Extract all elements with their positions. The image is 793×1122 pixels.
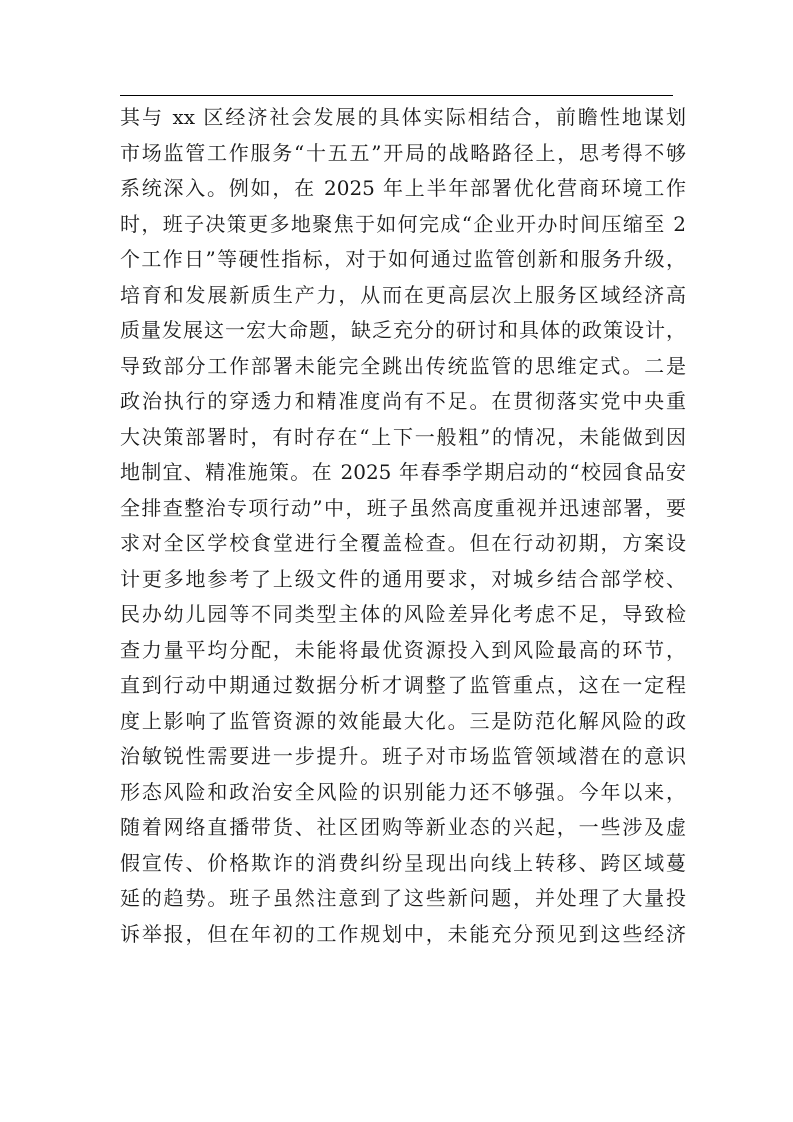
text-line-17: 直到行动中期通过数据分析才调整了监管重点，这在一定程: [120, 673, 686, 697]
text-line-7: 质量发展这一宏大命题，缺乏充分的研讨和具体的政策设计，: [120, 318, 686, 342]
text-line-9: 政治执行的穿透力和精准度尚有不足。在贯彻落实党中央重: [120, 389, 686, 413]
header-rule: [120, 95, 673, 96]
text-line-16: 查力量平均分配，未能将最优资源投入到风险最高的环节，: [120, 637, 686, 662]
text-line-20: 形态风险和政治安全风险的识别能力还不够强。今年以来，: [120, 779, 686, 804]
text-line-1: 其与 xx 区经济社会发展的具体实际相结合，前瞻性地谋划: [120, 105, 686, 129]
text-line-5: 个工作日”等硬性指标，对于如何通过监管创新和服务升级，: [120, 247, 686, 271]
text-line-19: 治敏锐性需要进一步提升。班子对市场监管领域潜在的意识: [120, 744, 686, 768]
text-line-13: 求对全区学校食堂进行全覆盖检查。但在行动初期，方案设: [120, 531, 686, 555]
text-line-21: 随着网络直播带货、社区团购等新业态的兴起，一些涉及虚: [120, 815, 686, 839]
text-line-11: 地制宜、精准施策。在 2025 年春季学期启动的“校园食品安: [120, 460, 686, 484]
text-line-14: 计更多地参考了上级文件的通用要求，对城乡结合部学校、: [120, 566, 686, 591]
text-line-18: 度上影响了监管资源的效能最大化。三是防范化解风险的政: [120, 708, 686, 733]
text-line-4: 时，班子决策更多地聚焦于如何完成“企业开办时间压缩至 2: [120, 211, 686, 236]
text-line-23: 延的趋势。班子虽然注意到了这些新问题，并处理了大量投: [120, 886, 686, 910]
text-line-2: 市场监管工作服务“十五五”开局的战略路径上，思考得不够: [120, 140, 686, 165]
text-line-8: 导致部分工作部署未能完全跳出传统监管的思维定式。二是: [120, 353, 686, 378]
document-body: [120, 100, 686, 952]
text-line-22: 假宣传、价格欺诈的消费纠纷呈现出向线上转移、跨区域蔓: [120, 850, 686, 875]
text-line-24: 诉举报，但在年初的工作规划中，未能充分预见到这些经济: [120, 921, 686, 946]
text-line-12: 全排查整治专项行动”中，班子虽然高度重视并迅速部署，要: [120, 495, 686, 520]
text-line-3: 系统深入。例如，在 2025 年上半年部署优化营商环境工作: [120, 176, 686, 200]
text-line-10: 大决策部署时，有时存在“上下一般粗”的情况，未能做到因: [120, 424, 686, 449]
text-line-15: 民办幼儿园等不同类型主体的风险差异化考虑不足，导致检: [120, 602, 686, 626]
text-line-6: 培育和发展新质生产力，从而在更高层次上服务区域经济高: [120, 282, 686, 307]
